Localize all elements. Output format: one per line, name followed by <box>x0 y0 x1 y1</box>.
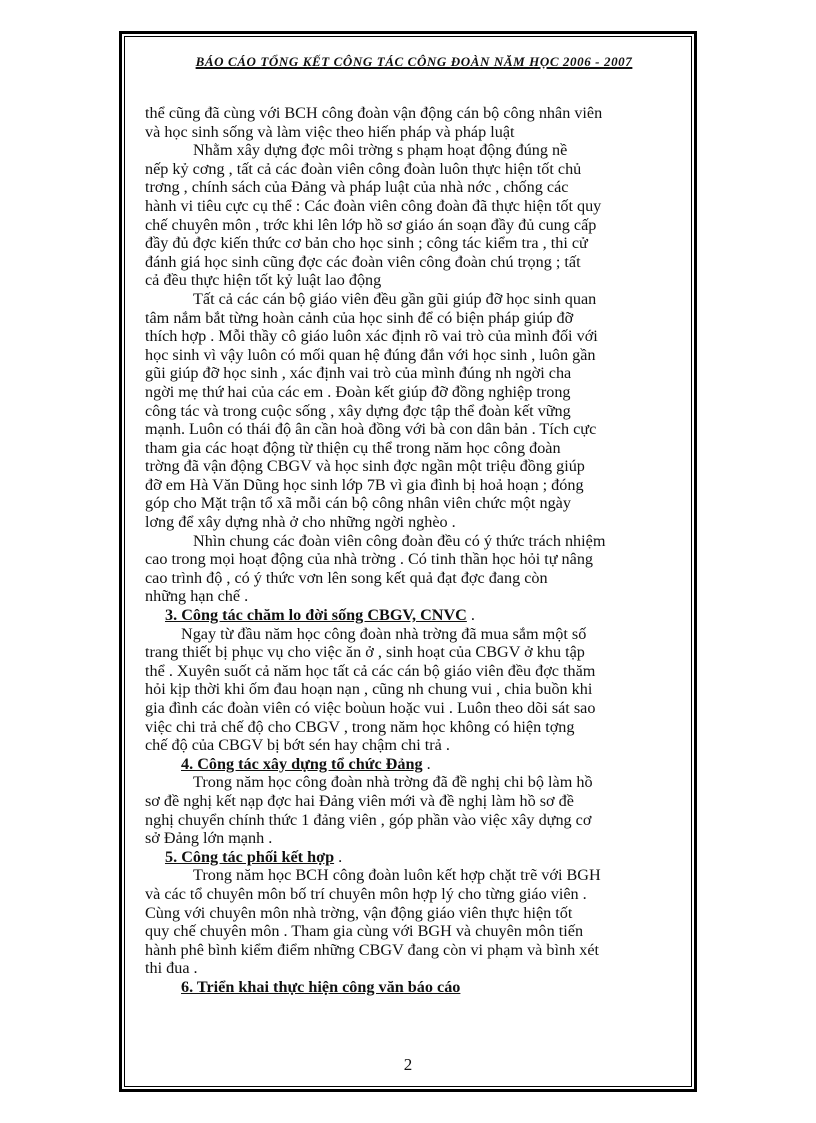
body-text-line <box>145 718 670 737</box>
line-text: cao trình độ , có ý thức vơn lên song kết quả đạt đợc đang còn <box>145 568 548 587</box>
section-heading-text: 6. Triển khai thực hiện công văn báo cáo <box>181 977 461 996</box>
line-text: Tất cả các cán bộ giáo viên đều gần gũi giúp đỡ học sinh quan <box>193 289 597 308</box>
line-text: thi đua . <box>145 959 198 978</box>
line-text: cả đều thực hiện tốt kỷ luật lao động <box>145 271 382 290</box>
body-text-line <box>145 346 670 365</box>
line-text: nghị chuyển chính thức 1 đảng viên , góp phần vào việc xây dựng cơ <box>145 810 592 829</box>
body-text-line <box>145 829 670 848</box>
section-heading <box>145 978 670 997</box>
body-text-line <box>145 234 670 253</box>
line-text: gia đình các đoàn viên có việc boùun hoặc vui . Luôn theo dõi sát sao <box>145 699 596 717</box>
heading-suffix: . <box>422 754 431 773</box>
body-text-line <box>145 792 670 811</box>
body-text-line <box>145 941 670 960</box>
body-text-line <box>145 513 670 532</box>
line-text: trơng , chính sách của Đảng và pháp luật của nhà nớc , chống các <box>145 178 569 197</box>
body-text-line <box>145 197 670 216</box>
section-heading-text: 3. Công tác chăm lo đời sống CBGV, CNVC <box>165 606 467 625</box>
body-text-line <box>145 383 670 402</box>
body-text-line <box>145 569 670 588</box>
line-text: góp cho Mặt trận tổ xã mỗi cán bộ công nhân viên chức một ngày <box>145 494 571 513</box>
body-text-line <box>145 216 670 235</box>
body-text-line <box>145 922 670 941</box>
line-text: trang thiết bị phục vụ cho việc ăn ở , sinh hoạt của CBGV ở khu tập <box>145 643 585 662</box>
body-text-line <box>145 866 670 885</box>
body-text-line <box>145 587 670 606</box>
body-text-line <box>145 811 670 830</box>
section-heading <box>145 606 670 625</box>
body-text-line <box>145 364 670 383</box>
body-text-line <box>145 532 670 551</box>
line-text: công tác và trong cuộc sống , xây dựng đợc tập thể đoàn kết vững <box>145 401 571 420</box>
body-text-line <box>145 736 670 755</box>
body-text-line <box>145 420 670 439</box>
page-header-title: BÁO CÁO TỔNG KẾT CÔNG TÁC CÔNG ĐOÀN NĂM HỌC 2006 - 2007 <box>195 54 633 69</box>
line-text: đỡ em Hà Văn Dũng học sinh lớp 7B vì gia đình bị hoả hoạn ; đóng <box>145 475 584 494</box>
line-text: học sinh vì vậy luôn có mối quan hệ đúng đắn với học sinh , luôn gần <box>145 345 596 364</box>
body-text-line <box>145 904 670 923</box>
line-text: và học sinh sống và làm việc theo hiến pháp và pháp luật <box>145 122 515 141</box>
line-text: quy chế chuyên môn . Tham gia cùng với BGH và chuyên môn tiến <box>145 922 584 941</box>
body-text-line <box>145 662 670 681</box>
line-text: thể cũng đã cùng với BCH công đoàn vận động cán bộ công nhân viên <box>145 104 603 122</box>
body-text-line <box>145 457 670 476</box>
section-heading-text: 5. Công tác phối kết hợp <box>165 847 335 866</box>
line-text: chế độ của CBGV bị bớt sén hay chậm chi trả . <box>145 736 450 755</box>
document-body <box>145 104 670 997</box>
line-text: thích hợp . Mỗi thầy cô giáo luôn xác định rõ vai trò của mình đối với <box>145 327 598 346</box>
line-text: trờng đã vận động CBGV và học sinh đợc ngần một triệu đồng giúp <box>145 457 585 476</box>
line-text: Trong năm học BCH công đoàn luôn kết hợp chặt trẽ với BGH <box>193 866 601 885</box>
body-text-line <box>145 476 670 495</box>
line-text: ngời mẹ thứ hai của các em . Đoàn kết giúp đỡ đồng nghiệp trong <box>145 382 571 401</box>
line-text: cao trong mọi hoạt động của nhà trờng . Có tinh thần học hỏi tự nâng <box>145 550 594 569</box>
line-text: mạnh. Luôn có thái độ ân cần hoà đồng với bà con dân bản . Tích cực <box>145 420 597 439</box>
body-text-line <box>145 680 670 699</box>
body-text-line <box>145 141 670 160</box>
line-text: Nhằm xây dựng đợc môi trờng s phạm hoạt động đúng nề <box>193 141 568 160</box>
line-text: gũi giúp đỡ học sinh , xác định vai trò của mình đúng nh ngời cha <box>145 364 572 383</box>
line-text: tham gia các hoạt động từ thiện cụ thể trong năm học công đoàn <box>145 438 561 457</box>
line-text: đầy đủ đợc kiến thức cơ bản cho học sinh ; công tác kiểm tra , thi cử <box>145 234 588 253</box>
line-text: hành vi tiêu cực cụ thể : Các đoàn viên công đoàn đã thực hiện tốt quy <box>145 196 602 215</box>
line-text: tâm nắm bắt từng hoàn cảnh của học sinh để có biện pháp giúp đỡ <box>145 308 574 327</box>
heading-suffix: . <box>466 606 475 625</box>
body-text-line <box>145 699 670 718</box>
section-heading <box>145 848 670 867</box>
body-text-line <box>145 290 670 309</box>
body-text-line <box>145 253 670 272</box>
body-text-line <box>145 625 670 644</box>
body-text-line <box>145 959 670 978</box>
line-text: những hạn chế . <box>145 587 249 606</box>
line-text: Nhìn chung các đoàn viên công đoàn đều có ý thức trách nhiệm <box>193 531 606 550</box>
line-text: hỏi kịp thời khi ốm đau hoạn nạn , cũng nh chung vui , chia buồn khi <box>145 680 593 699</box>
page-number: 2 <box>403 1055 413 1074</box>
body-text-line <box>145 123 670 142</box>
line-text: thể . Xuyên suốt cả năm học tất cả các cán bộ giáo viên đều đợc thăm <box>145 661 596 680</box>
line-text: nếp kỷ cơng , tất cả các đoàn viên công đoàn luôn thực hiện tốt chủ <box>145 159 582 178</box>
section-heading <box>145 755 670 774</box>
body-text-line <box>145 494 670 513</box>
body-text-line <box>145 402 670 421</box>
line-text: Ngay từ đầu năm học công đoàn nhà trờng đã mua sắm một số <box>181 624 587 643</box>
body-text-line <box>145 309 670 328</box>
line-text: chế chuyên môn , trớc khi lên lớp hồ sơ giáo án soạn đầy đủ cung cấp <box>145 215 597 234</box>
line-text: việc chi trả chế độ cho CBGV , trong năm học không có hiện tợng <box>145 717 575 736</box>
line-text: hành phê bình kiểm điểm những CBGV đang còn vi phạm và bình xét <box>145 940 600 959</box>
line-text: sơ đề nghị kết nạp đợc hai Đảng viên mới và đề nghị làm hồ sơ đề <box>145 791 574 810</box>
body-text-line <box>145 178 670 197</box>
body-text-line <box>145 773 670 792</box>
body-text-line <box>145 550 670 569</box>
section-heading-text: 4. Công tác xây dựng tổ chức Đảng <box>181 754 423 773</box>
body-text-line <box>145 104 670 123</box>
line-text: và các tổ chuyên môn bố trí chuyên môn hợp lý cho từng giáo viên . <box>145 884 587 903</box>
line-text: sở Đảng lớn mạnh . <box>145 829 273 848</box>
body-text-line <box>145 271 670 290</box>
line-text: Trong năm học công đoàn nhà trờng đã đề nghị chi bộ làm hồ <box>193 773 593 792</box>
heading-suffix: . <box>334 847 343 866</box>
body-text-line <box>145 643 670 662</box>
line-text: đánh giá học sinh cũng đợc các đoàn viên công đoàn chú trọng ; tất <box>145 252 581 271</box>
body-text-line <box>145 439 670 458</box>
line-text: Cùng với chuyên môn nhà trờng, vận động giáo viên thực hiện tốt <box>145 903 573 922</box>
line-text: lơng để xây dựng nhà ở cho những ngời nghèo . <box>145 513 456 532</box>
body-text-line <box>145 160 670 179</box>
body-text-line <box>145 885 670 904</box>
body-text-line <box>145 327 670 346</box>
